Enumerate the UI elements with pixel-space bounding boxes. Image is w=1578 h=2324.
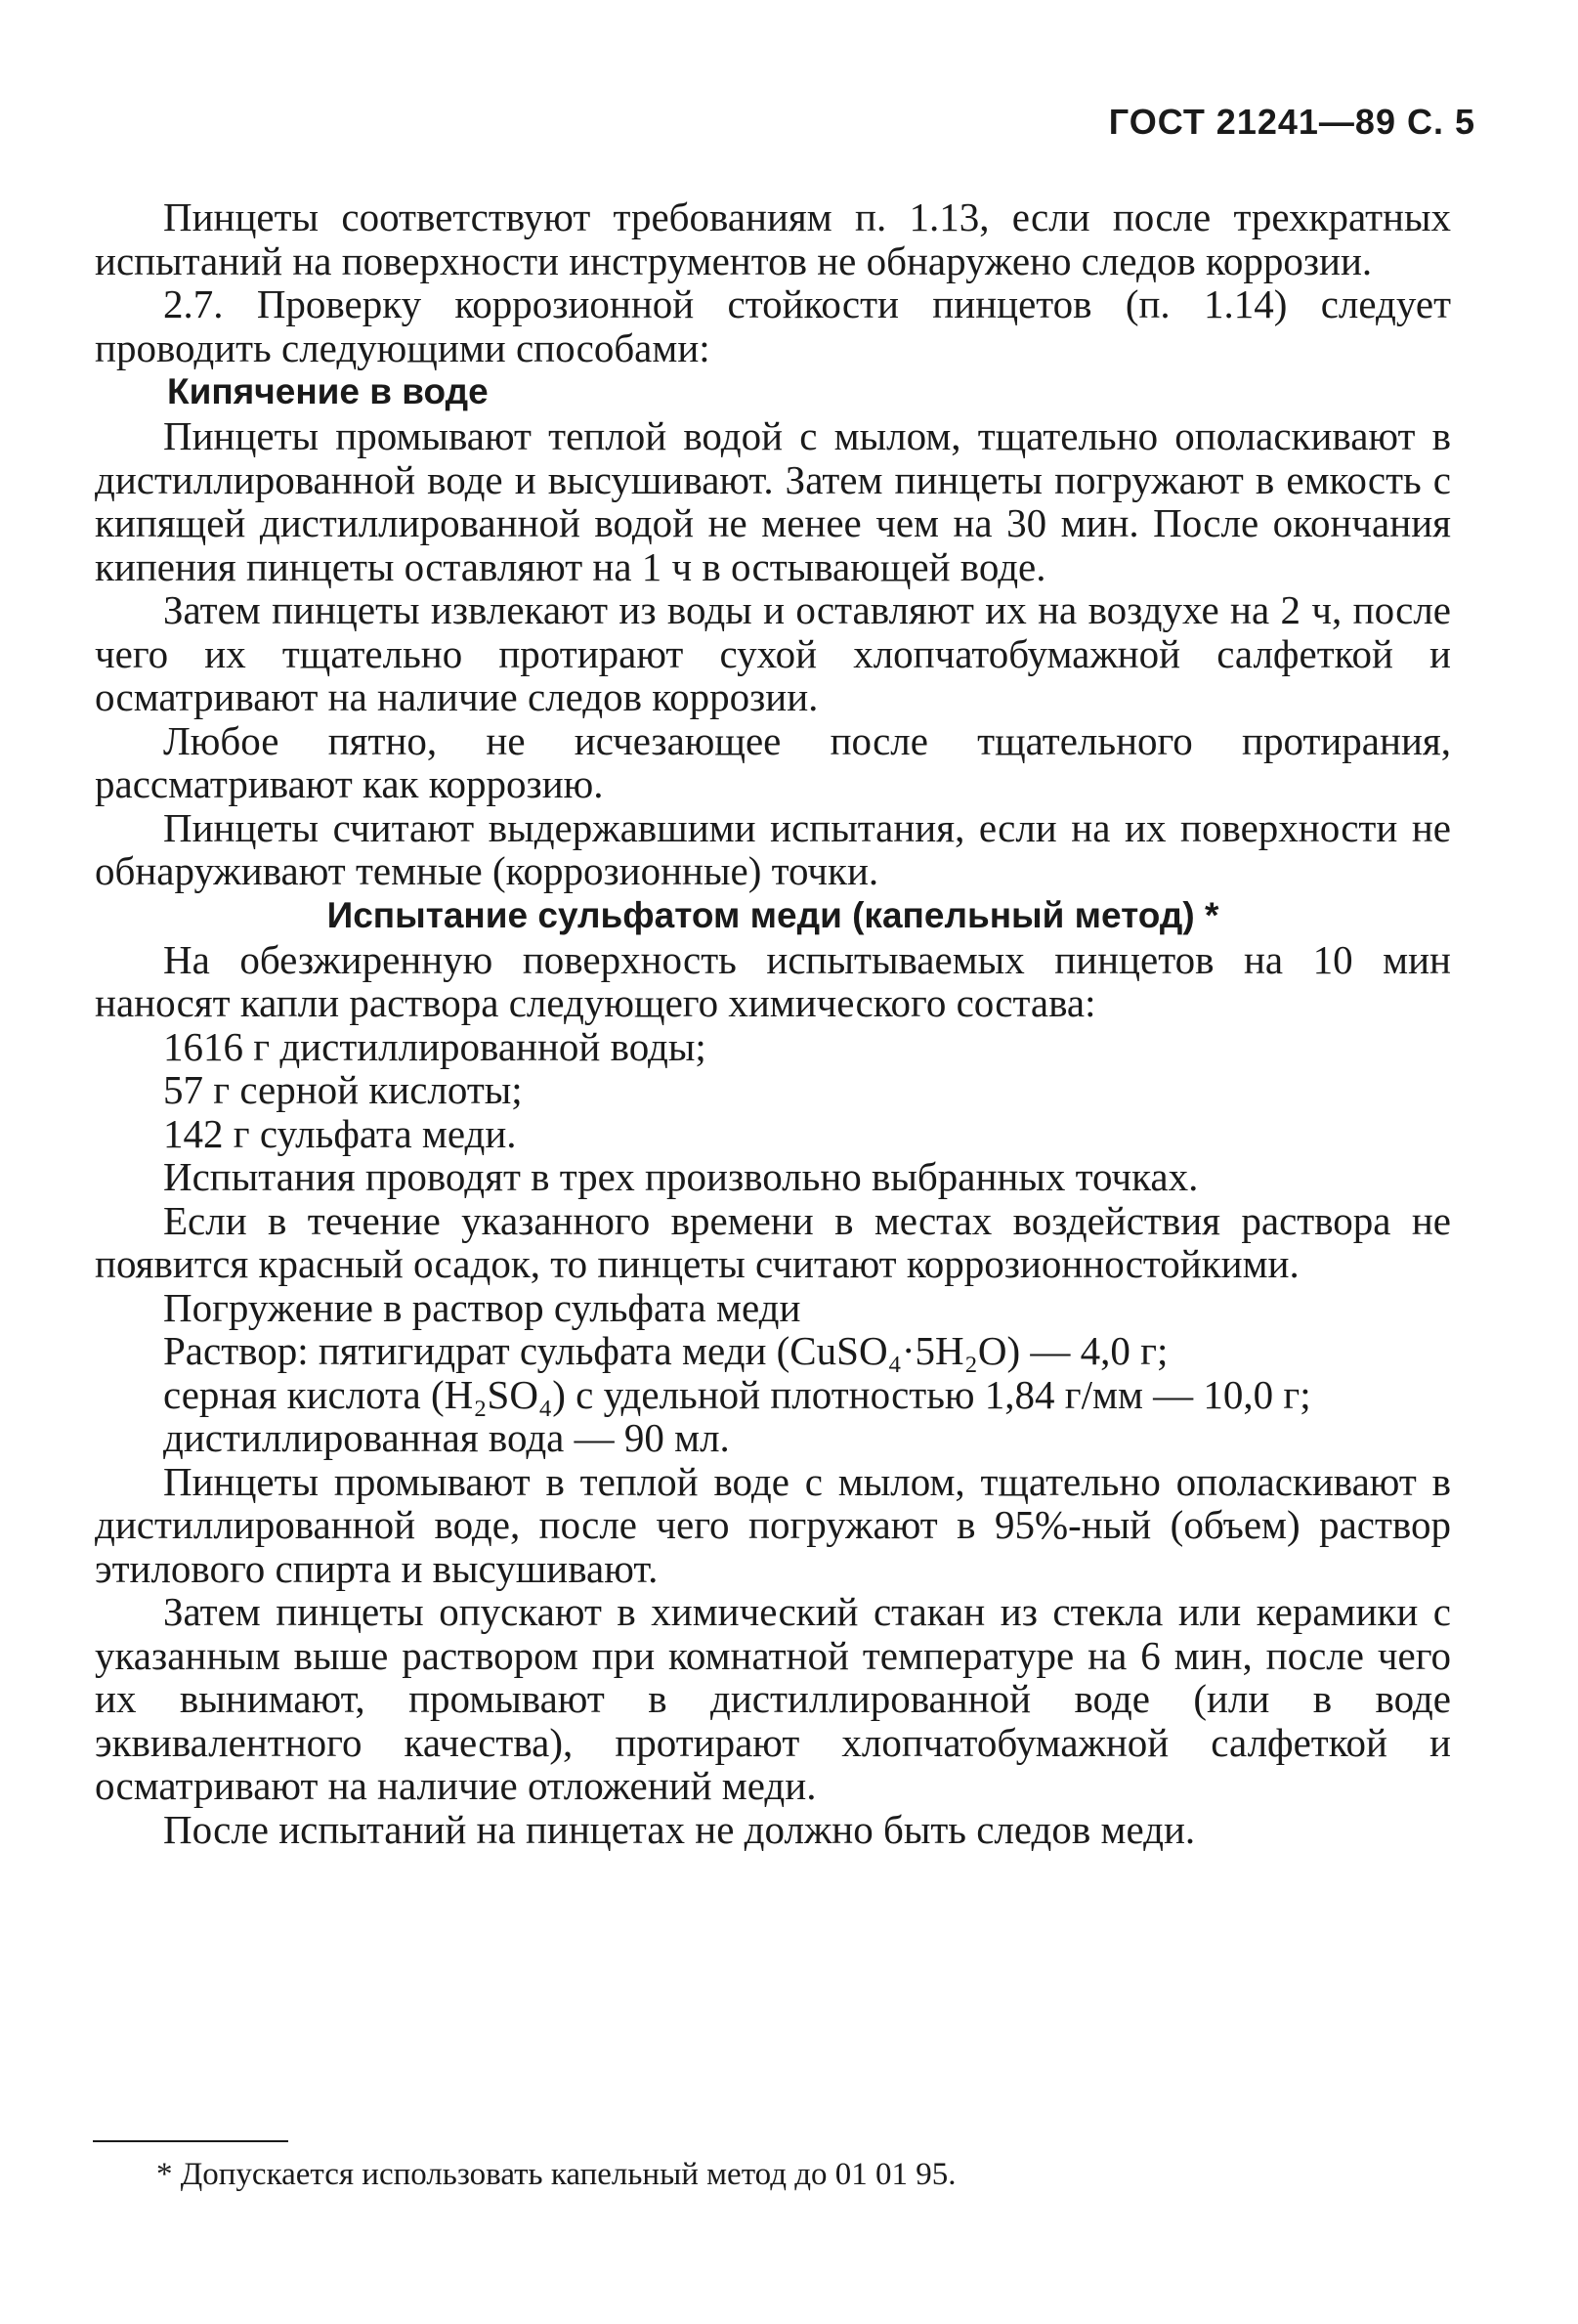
paragraph-droplet-method: На обезжиренную поверхность испытываемых пинцетов на 10 мин наносят капли раствора следующего химического состава: bbox=[95, 936, 1451, 1025]
paragraph-2-7: 2.7. Проверку коррозионной стойкости пинцетов (п. 1.14) следует проводить следующими способами: bbox=[95, 281, 1451, 370]
solution-water: дистиллированная вода — 90 мл. bbox=[163, 1415, 730, 1460]
solution-sulfuric-acid: серная кислота (H₂SO₄) с удельной плотностью 1,84 г/мм — 10,0 г; bbox=[163, 1371, 1311, 1417]
paragraph-immersion-procedure: Затем пинцеты опускают в химический стакан из стекла или керамики с указанным выше раствором при комнатной температуре на 6 мин, после чего их вынимают, промывают в дистиллированной воде (или в воде эквивалентного качества), протирают хлопчатобумажной салфеткой и осматривают на наличие отложений меди. bbox=[95, 1589, 1451, 1808]
paragraph-tweezers-requirements: Пинцеты соответствуют требованиям п. 1.13, если после трехкратных испытаний на поверхности инструментов не обнаружено следов коррозии. bbox=[95, 194, 1451, 283]
heading-immersion: Погружение в раствор сульфата меди bbox=[163, 1284, 801, 1330]
subheading-copper-sulfate: Испытание сульфатом меди (капельный метод) * bbox=[326, 894, 1219, 935]
composition-copper-sulfate: 142 г сульфата меди. bbox=[163, 1110, 517, 1156]
page-header: ГОСТ 21241—89 С. 5 bbox=[1108, 102, 1475, 142]
paragraph-red-deposit: Если в течение указанного времени в местах воздействия раствора не появится красный осадок, то пинцеты считают коррозионностойкими. bbox=[95, 1197, 1451, 1286]
paragraph-three-points: Испытания проводят в трех произвольно выбранных точках. bbox=[163, 1154, 1199, 1199]
solution-composition: Раствор: пятигидрат сульфата меди (CuSO₄·5H₂O) — 4,0 г; bbox=[163, 1328, 1169, 1373]
paragraph-drying: Затем пинцеты извлекают из воды и оставляют их на воздухе на 2 ч, после чего их тщательно протирают сухой хлопчатобумажной салфеткой и осматривают на наличие следов коррозии. bbox=[95, 587, 1451, 719]
subheading-boiling: Кипячение в воде bbox=[167, 371, 489, 411]
paragraph-washing: Пинцеты промывают в теплой воде с мылом, тщательно ополаскивают в дистиллированной воде, после чего погружают в 95%-ный (объем) раствор этилового спирта и высушивают. bbox=[95, 1458, 1451, 1591]
paragraph-stain: Любое пятно, не исчезающее после тщательного протирания, рассматривают как коррозию. bbox=[95, 717, 1451, 806]
composition-water: 1616 г дистиллированной воды; bbox=[163, 1023, 706, 1069]
document-body bbox=[95, 195, 1451, 1851]
paragraph-boiling-procedure: Пинцеты промывают теплой водой с мылом, тщательно ополаскивают в дистиллированной воде и высушивают. Затем пинцеты погружают в емкость с кипящей дистиллированной водой не менее чем на 30 мин. После окончания кипения пинцеты оставляют на 1 ч в остывающей воде. bbox=[95, 413, 1451, 589]
paragraph-passed: Пинцеты считают выдержавшими испытания, если на их поверхности не обнаруживают темные (коррозионные) точки. bbox=[95, 804, 1451, 893]
composition-acid: 57 г серной кислоты; bbox=[163, 1067, 523, 1112]
footnote-divider bbox=[93, 2140, 288, 2142]
footnote: * Допускается использовать капельный метод до 01 01 95. bbox=[156, 2157, 957, 2192]
paragraph-no-copper: После испытаний на пинцетах не должно быть следов меди. bbox=[163, 1806, 1196, 1852]
